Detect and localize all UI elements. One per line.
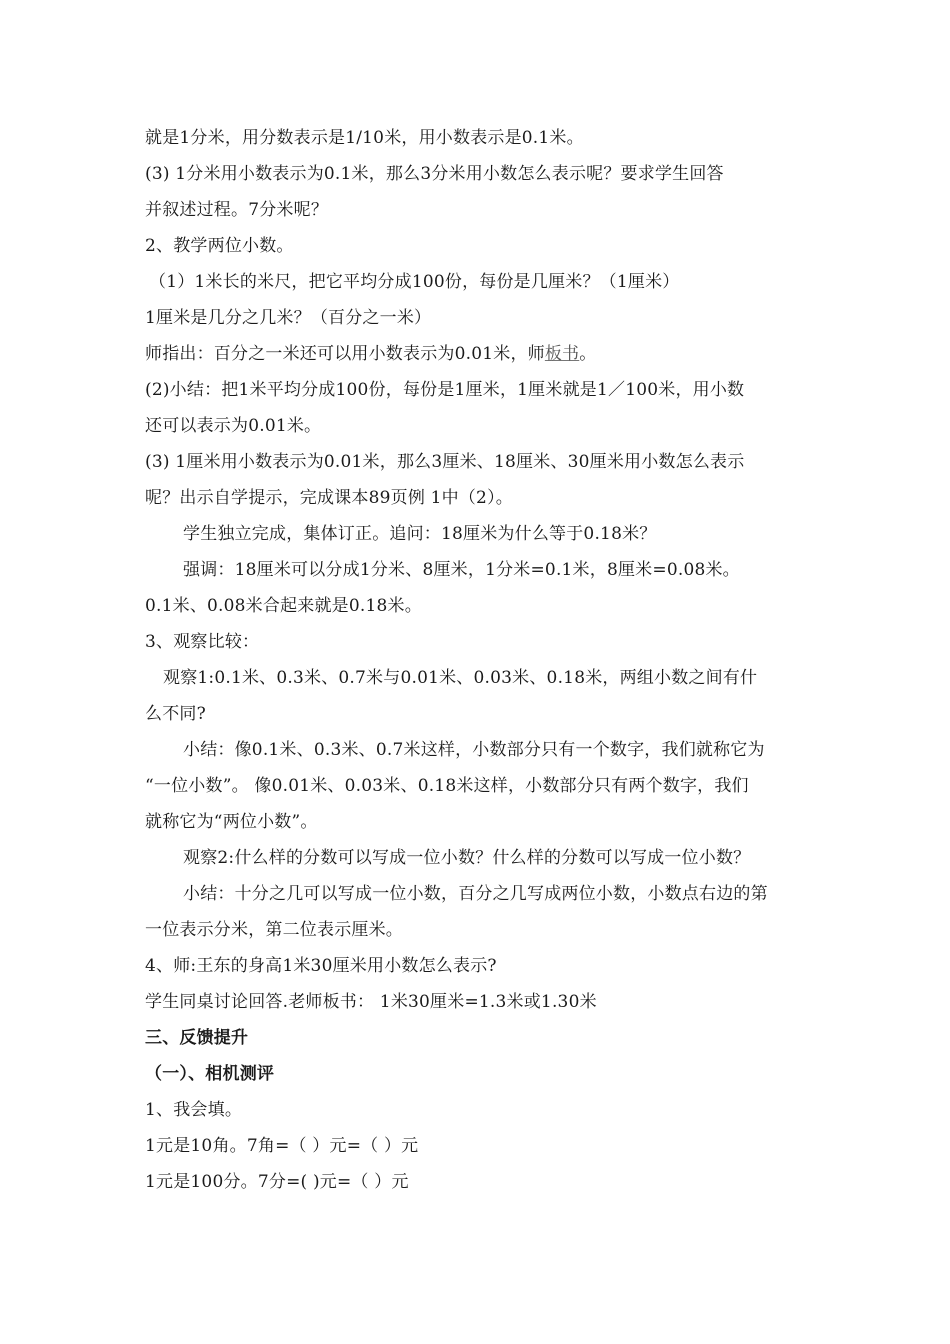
text-line: 呢？出示自学提示，完成课本89页例 1中（2）。 (145, 488, 513, 508)
exercise-line: 1元是10角。7角=（ ）元=（ ）元 (145, 1136, 419, 1156)
text-line-with-link (145, 336, 815, 372)
text-line: 还可以表示为0.01米。 (145, 416, 322, 436)
text-span: 。 (579, 344, 597, 364)
text-line: （1）1米长的米尺，把它平均分成100份，每份是几厘米？（1厘米） (149, 272, 680, 292)
text-line: 就称它为“两位小数”。 (145, 812, 318, 832)
text-line: 1厘米是几分之几米？（百分之一米） (145, 308, 432, 328)
text-line: (3) 1分米用小数表示为0.1米，那么3分米用小数怎么表示呢？要求学生回答 (145, 164, 724, 184)
document-page (145, 120, 815, 1200)
section-heading-compare: 3、观察比较： (145, 632, 260, 652)
section-heading-height: 4、师:王东的身高1米30厘米用小数怎么表示? (145, 956, 497, 976)
text-line: 就是1分米，用分数表示是1/10米，用小数表示是0.1米。 (145, 128, 584, 148)
text-line: 么不同? (145, 704, 206, 724)
section-heading-two-decimal: 2、教学两位小数。 (145, 236, 294, 256)
text-line: 一位表示分米，第二位表示厘米。 (145, 920, 403, 940)
text-line: (3) 1厘米用小数表示为0.01米，那么3厘米、18厘米、30厘米用小数怎么表示 (145, 452, 745, 472)
section-heading-feedback: 三、反馈提升 (145, 1028, 249, 1048)
text-line: 0.1米、0.08米合起来就是0.18米。 (145, 596, 422, 616)
text-line: (2)小结：把1米平均分成100份，每份是1厘米，1厘米就是1／100米，用小数 (145, 380, 745, 400)
text-line: 学生同桌讨论回答.老师板书： 1米30厘米=1.3米或1.30米 (145, 992, 597, 1012)
text-span: 师指出：百分之一米还可以用小数表示为0.01米，师 (145, 344, 545, 364)
text-line: 小结：十分之几可以写成一位小数，百分之几写成两位小数，小数点右边的第 (183, 884, 768, 904)
text-line: 并叙述过程。7分米呢？ (145, 200, 329, 220)
text-line: 学生独立完成，集体订正。追问：18厘米为什么等于0.18米？ (183, 524, 657, 544)
text-line: “一位小数”。 像0.01米、0.03米、0.18米这样，小数部分只有两个数字，我们 (145, 776, 749, 796)
exercise-title: 1、我会填。 (145, 1100, 243, 1120)
subsection-heading-assessment: （一）、相机测评 (145, 1064, 275, 1084)
blackboard-link[interactable]: 板书 (544, 344, 580, 364)
text-line: 小结：像0.1米、0.3米、0.7米这样，小数部分只有一个数字，我们就称它为 (183, 740, 765, 760)
exercise-line: 1元是100分。7分=( )元=（ ）元 (145, 1172, 409, 1192)
text-line: 强调：18厘米可以分成1分米、8厘米，1分米=0.1米，8厘米=0.08米。 (183, 560, 740, 580)
text-line: 观察1:0.1米、0.3米、0.7米与0.01米、0.03米、0.18米，两组小数之间有什 (163, 668, 758, 688)
text-line: 观察2:什么样的分数可以写成一位小数？什么样的分数可以写成一位小数？ (183, 848, 751, 868)
